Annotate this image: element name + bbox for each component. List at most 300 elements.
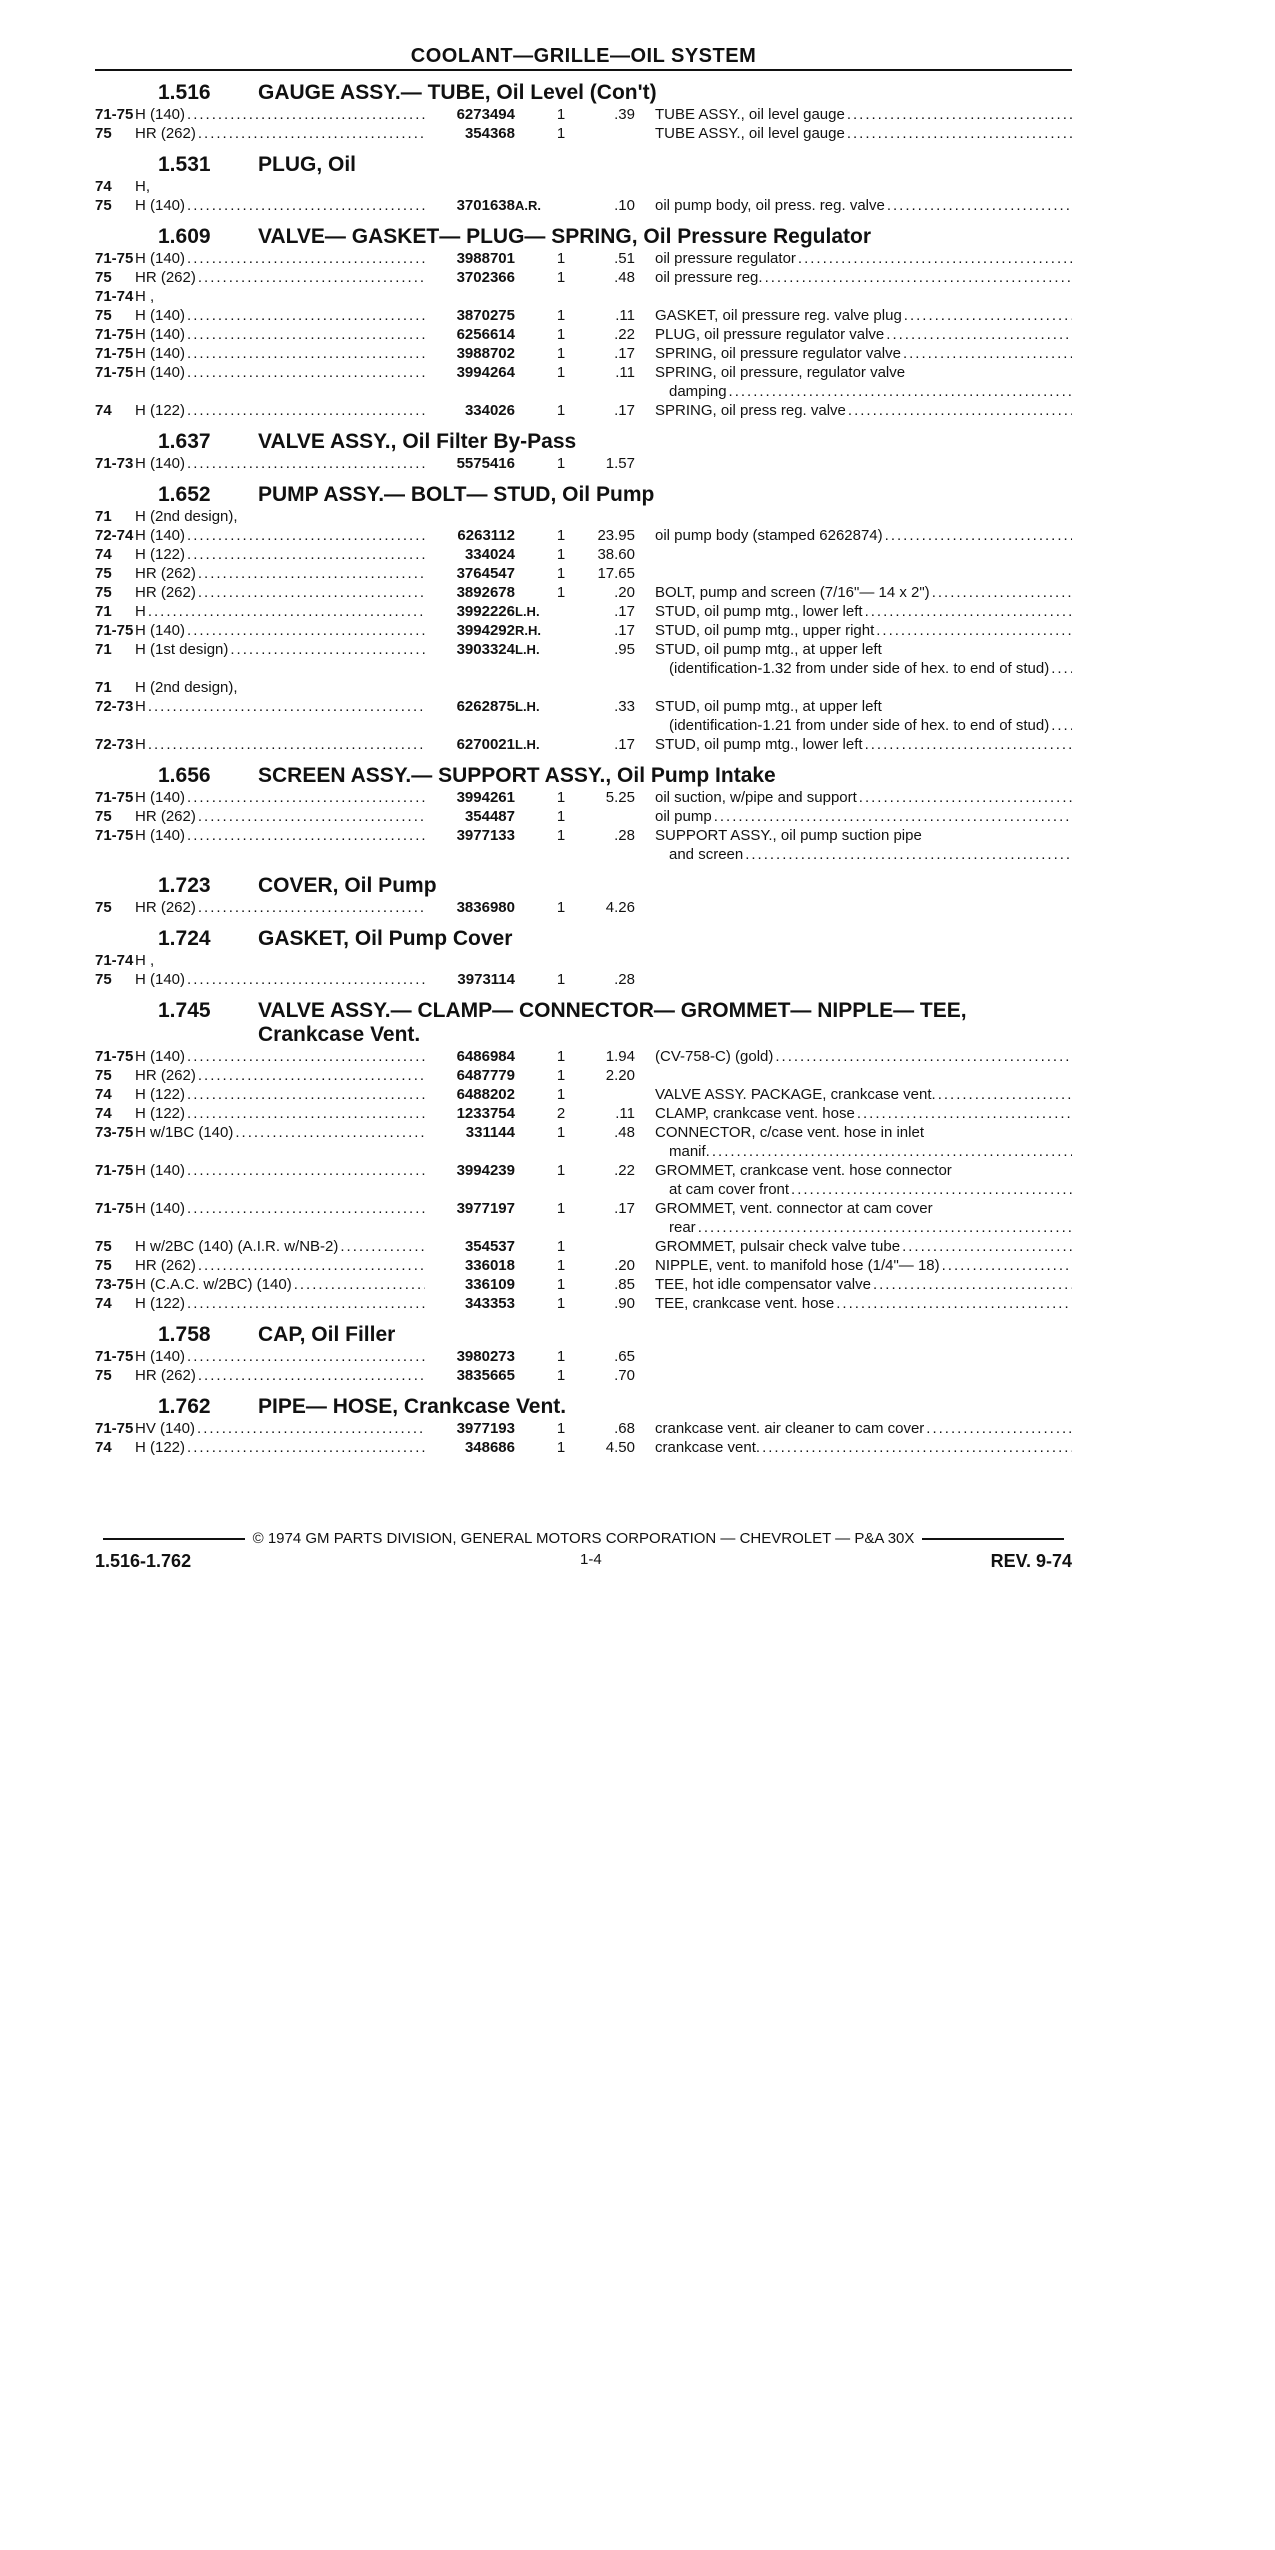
section-title: GAUGE ASSY.— TUBE, Oil Level (Con't) — [258, 81, 657, 104]
quantity: 1 — [556, 364, 566, 381]
side-suffix — [515, 1275, 543, 1294]
application — [135, 306, 425, 325]
part-number — [425, 951, 515, 970]
leader-dots — [187, 1085, 425, 1104]
model-years: 71-75 — [95, 345, 134, 362]
part-description — [655, 1123, 1072, 1142]
model-years: 75 — [95, 1257, 112, 1274]
part-number — [425, 287, 515, 306]
side-suffix — [515, 826, 543, 845]
side-suffix — [515, 1294, 543, 1313]
price: .11 — [615, 307, 635, 324]
section-title: VALVE— GASKET— PLUG— SPRING, Oil Pressure Regulator — [258, 225, 871, 248]
leader-dots — [187, 970, 425, 989]
application — [135, 1199, 425, 1218]
part-description — [655, 807, 1072, 826]
part-description — [655, 602, 1072, 621]
section-title: PIPE— HOSE, Crankcase Vent. — [258, 1395, 567, 1418]
price: .68 — [614, 1420, 635, 1437]
application-text: H (2nd design), — [135, 508, 238, 525]
model-years: 73-75 — [95, 1276, 134, 1293]
model-years: 71-74 — [95, 288, 134, 305]
model-years: 74 — [95, 1439, 112, 1456]
description-continuation — [95, 659, 1072, 678]
table-row — [95, 177, 1072, 196]
table-row — [95, 325, 1072, 344]
part-description-text: oil pressure regulator — [655, 250, 796, 267]
application — [135, 1237, 425, 1256]
quantity: 1 — [556, 345, 566, 362]
model-years: 71-74 — [95, 952, 134, 969]
leader-dots — [1051, 659, 1072, 678]
leader-dots — [187, 526, 425, 545]
part-description-text: STUD, oil pump mtg., at upper left — [655, 641, 882, 658]
model-years: 73-75 — [95, 1124, 134, 1141]
application-text: H (140) — [135, 789, 186, 806]
quantity: 1 — [556, 789, 566, 806]
leader-dots — [187, 196, 425, 215]
part-description — [655, 583, 1072, 602]
price: .48 — [614, 269, 635, 286]
side-suffix — [515, 898, 543, 917]
part-number: 6488202 — [456, 1086, 515, 1103]
price: .17 — [614, 603, 635, 620]
model-years: 71 — [95, 679, 112, 696]
title-rule — [95, 69, 1072, 71]
leader-dots — [865, 735, 1072, 754]
application — [135, 249, 425, 268]
leader-dots — [187, 1104, 425, 1123]
application — [135, 1066, 425, 1085]
part-description-text: TUBE ASSY., oil level gauge — [655, 125, 845, 142]
model-years: 71-75 — [95, 1200, 134, 1217]
part-number: 3836980 — [456, 899, 515, 916]
side-suffix — [515, 1366, 543, 1385]
catalog-page — [95, 44, 1072, 1457]
part-number: 3835665 — [456, 1367, 515, 1384]
section-heading — [95, 225, 1072, 249]
table-row — [95, 1066, 1072, 1085]
model-years: 71-75 — [95, 789, 134, 806]
part-description-text: oil pump body (stamped 6262874) — [655, 527, 883, 544]
continuation-text: at cam cover front — [669, 1181, 790, 1198]
leader-dots — [745, 845, 1072, 864]
application-text: HR (262) — [135, 1257, 196, 1274]
application-text: H (140) — [135, 345, 186, 362]
side-suffix — [515, 1419, 543, 1438]
quantity: 1 — [556, 1067, 566, 1084]
side-suffix — [515, 564, 543, 583]
leader-dots — [187, 454, 425, 473]
part-number: 3988702 — [456, 345, 515, 362]
application — [135, 177, 425, 196]
model-years: 75 — [95, 808, 112, 825]
price: 1.57 — [605, 455, 635, 472]
side-suffix — [515, 1066, 543, 1085]
leader-dots — [235, 1123, 425, 1142]
section-title: COVER, Oil Pump — [258, 874, 437, 897]
part-number: 3994292 — [456, 622, 515, 639]
price: .48 — [614, 1124, 635, 1141]
table-row — [95, 249, 1072, 268]
table-row — [95, 105, 1072, 124]
price — [579, 124, 635, 143]
side-suffix — [515, 306, 543, 325]
model-years: 71-75 — [95, 106, 134, 123]
price: 4.26 — [605, 899, 635, 916]
sections-container — [95, 81, 1072, 1457]
leader-dots — [926, 1419, 1072, 1438]
part-description — [655, 1047, 1072, 1066]
application-text: H (140) — [135, 527, 186, 544]
model-years: 74 — [95, 178, 112, 195]
leader-dots — [887, 196, 1072, 215]
table-row — [95, 602, 1072, 621]
price: 17.65 — [597, 565, 635, 582]
part-description-text: GROMMET, pulsair check valve tube — [655, 1238, 901, 1255]
part-description-text: NIPPLE, vent. to manifold hose (1/4"— 18) — [655, 1257, 940, 1274]
description-continuation — [95, 1218, 1072, 1237]
part-description — [655, 105, 1072, 124]
section-title: SCREEN ASSY.— SUPPORT ASSY., Oil Pump Intake — [258, 764, 776, 787]
part-description — [655, 564, 1072, 583]
application-text: H (122) — [135, 546, 186, 563]
quantity: 1 — [556, 1420, 566, 1437]
application — [135, 1347, 425, 1366]
side-suffix: L.H. — [515, 699, 540, 714]
application — [135, 344, 425, 363]
part-description-text: SPRING, oil pressure, regulator valve — [655, 364, 906, 381]
side-suffix — [515, 344, 543, 363]
section-heading — [95, 764, 1072, 788]
side-suffix — [515, 970, 543, 989]
quantity: 1 — [556, 1238, 566, 1255]
part-number — [425, 678, 515, 697]
section-code: 1.516 — [158, 81, 211, 104]
price: 5.25 — [605, 789, 635, 806]
part-description — [655, 287, 1072, 306]
price: .11 — [615, 1105, 635, 1122]
quantity — [543, 287, 579, 306]
table-row — [95, 583, 1072, 602]
section-code: 1.723 — [158, 874, 211, 897]
application — [135, 1104, 425, 1123]
part-description — [655, 124, 1072, 143]
table-row — [95, 697, 1072, 716]
price: .17 — [614, 1200, 635, 1217]
catalog-section — [95, 927, 1072, 989]
catalog-section — [95, 1323, 1072, 1385]
leader-dots — [187, 1161, 425, 1180]
leader-dots — [729, 382, 1072, 401]
leader-dots — [932, 583, 1072, 602]
part-description-text: oil pressure reg. — [655, 269, 763, 286]
part-number: 6256614 — [456, 326, 515, 343]
application-text: H (140) — [135, 326, 186, 343]
section-code: 1.609 — [158, 225, 211, 248]
section-heading — [95, 1395, 1072, 1419]
quantity: 1 — [556, 1048, 566, 1065]
footer-rule-left — [103, 1538, 245, 1540]
part-number: 3870275 — [456, 307, 515, 324]
part-description-text: SPRING, oil press reg. valve — [655, 402, 846, 419]
quantity: 1 — [556, 584, 566, 601]
application — [135, 363, 425, 382]
part-number: 354487 — [464, 808, 515, 825]
application — [135, 1294, 425, 1313]
price — [579, 287, 635, 306]
price: .17 — [614, 402, 635, 419]
leader-dots — [187, 401, 425, 420]
side-suffix — [515, 1438, 543, 1457]
leader-dots — [762, 1438, 1072, 1457]
model-years: 72-74 — [95, 527, 134, 544]
model-years: 71-75 — [95, 1348, 134, 1365]
leader-dots — [198, 1366, 425, 1385]
model-years: 71-75 — [95, 827, 134, 844]
side-suffix — [515, 177, 543, 196]
price: .22 — [614, 326, 635, 343]
table-row — [95, 1085, 1072, 1104]
side-suffix — [515, 1123, 543, 1142]
model-years: 75 — [95, 971, 112, 988]
part-description — [655, 1237, 1072, 1256]
price: .70 — [614, 1367, 635, 1384]
section-code: 1.637 — [158, 430, 211, 453]
application — [135, 1275, 425, 1294]
section-heading — [95, 81, 1072, 105]
leader-dots — [876, 621, 1072, 640]
price: .85 — [614, 1276, 635, 1293]
section-title: PLUG, Oil — [258, 153, 357, 176]
leader-dots — [714, 807, 1072, 826]
quantity — [543, 951, 579, 970]
side-suffix — [515, 124, 543, 143]
table-row — [95, 526, 1072, 545]
application-text: HR (262) — [135, 899, 196, 916]
quantity: 1 — [556, 1367, 566, 1384]
quantity — [543, 507, 579, 526]
leader-dots — [187, 249, 425, 268]
part-description — [655, 1085, 1072, 1104]
part-description — [655, 621, 1072, 640]
application-text: H , — [135, 952, 155, 969]
part-number: 3892678 — [456, 584, 515, 601]
quantity: 1 — [556, 1348, 566, 1365]
leader-dots — [187, 1347, 425, 1366]
application-text: H (C.A.C. w/2BC) (140) — [135, 1276, 292, 1293]
price: .10 — [614, 197, 635, 214]
part-number: 354368 — [464, 125, 515, 142]
page-footer — [95, 1530, 1072, 1572]
price — [579, 1237, 635, 1256]
table-row — [95, 826, 1072, 845]
leader-dots — [836, 1294, 1072, 1313]
application-text: H (122) — [135, 1439, 186, 1456]
leader-dots — [187, 363, 425, 382]
part-description — [655, 697, 1072, 716]
leader-dots — [187, 306, 425, 325]
leader-dots — [698, 1218, 1072, 1237]
leader-dots — [791, 1180, 1072, 1199]
price: .17 — [614, 622, 635, 639]
side-suffix: A.R. — [515, 198, 541, 213]
continuation-text: manif. — [669, 1143, 710, 1160]
part-description — [655, 177, 1072, 196]
application — [135, 105, 425, 124]
application-text: H (122) — [135, 402, 186, 419]
part-number: 354537 — [464, 1238, 515, 1255]
quantity: 1 — [556, 269, 566, 286]
leader-dots — [1051, 716, 1072, 735]
side-suffix — [515, 545, 543, 564]
application-text: H (140) — [135, 1162, 186, 1179]
part-description — [655, 401, 1072, 420]
quantity: 1 — [556, 402, 566, 419]
application — [135, 124, 425, 143]
part-number: 348686 — [464, 1439, 515, 1456]
application-text: H — [135, 698, 146, 715]
application-text: H, — [135, 178, 150, 195]
price: .17 — [614, 345, 635, 362]
leader-dots — [903, 344, 1072, 363]
quantity — [543, 196, 579, 215]
part-number: 3977197 — [456, 1200, 515, 1217]
application — [135, 898, 425, 917]
application-text: H (122) — [135, 1105, 186, 1122]
quantity: 1 — [556, 125, 566, 142]
application-text: H (122) — [135, 1295, 186, 1312]
leader-dots — [148, 602, 425, 621]
section-code: 1.531 — [158, 153, 211, 176]
leader-dots — [340, 1237, 425, 1256]
part-number: 6487779 — [456, 1067, 515, 1084]
model-years: 75 — [95, 125, 112, 142]
side-suffix — [515, 105, 543, 124]
table-row — [95, 1294, 1072, 1313]
description-continuation — [95, 845, 1072, 864]
price — [579, 951, 635, 970]
leader-dots — [187, 344, 425, 363]
part-description-text: GROMMET, crankcase vent. hose connector — [655, 1162, 952, 1179]
leader-dots — [775, 1047, 1072, 1066]
leader-dots — [187, 545, 425, 564]
model-years: 75 — [95, 1067, 112, 1084]
quantity: 1 — [556, 1439, 566, 1456]
leader-dots — [847, 124, 1072, 143]
part-number: 334024 — [464, 546, 515, 563]
leader-dots — [198, 807, 425, 826]
application — [135, 287, 425, 306]
price: .28 — [614, 827, 635, 844]
model-years: 74 — [95, 546, 112, 563]
application — [135, 1085, 425, 1104]
part-description — [655, 1275, 1072, 1294]
application — [135, 621, 425, 640]
part-description — [655, 1161, 1072, 1180]
side-suffix — [515, 1256, 543, 1275]
leader-dots — [902, 1237, 1072, 1256]
leader-dots — [187, 105, 425, 124]
footer-page-number: 1-4 — [580, 1551, 602, 1568]
table-row — [95, 1104, 1072, 1123]
model-years: 71-73 — [95, 455, 134, 472]
catalog-section — [95, 483, 1072, 754]
section-title: GASKET, Oil Pump Cover — [258, 927, 513, 950]
model-years: 75 — [95, 584, 112, 601]
part-number: 3992226 — [456, 603, 515, 620]
section-code: 1.758 — [158, 1323, 211, 1346]
leader-dots — [857, 1104, 1072, 1123]
price: .39 — [614, 106, 635, 123]
table-row — [95, 344, 1072, 363]
table-row — [95, 807, 1072, 826]
table-row — [95, 1438, 1072, 1457]
model-years: 74 — [95, 402, 112, 419]
model-years: 75 — [95, 1238, 112, 1255]
part-description — [655, 306, 1072, 325]
quantity: 1 — [556, 307, 566, 324]
application — [135, 788, 425, 807]
side-suffix — [515, 526, 543, 545]
side-suffix — [515, 1085, 543, 1104]
leader-dots — [187, 621, 425, 640]
part-number: 3977133 — [456, 827, 515, 844]
part-number: 334026 — [464, 402, 515, 419]
part-description-text: TEE, crankcase vent. hose — [655, 1295, 835, 1312]
price — [579, 1085, 635, 1104]
side-suffix: L.H. — [515, 642, 540, 657]
application — [135, 583, 425, 602]
application-text: H (140) — [135, 1348, 186, 1365]
leader-dots — [230, 640, 425, 659]
part-description-text: STUD, oil pump mtg., at upper left — [655, 698, 882, 715]
part-description-text: oil pump body, oil press. reg. valve — [655, 197, 885, 214]
part-description — [655, 1438, 1072, 1457]
price: .11 — [615, 364, 635, 381]
catalog-section — [95, 999, 1072, 1313]
part-description — [655, 1199, 1072, 1218]
application — [135, 454, 425, 473]
model-years: 71 — [95, 641, 112, 658]
part-description-text: CONNECTOR, c/case vent. hose in inlet — [655, 1124, 924, 1141]
footer-bottom — [95, 1551, 1072, 1572]
quantity: 1 — [556, 527, 566, 544]
quantity: 1 — [556, 899, 566, 916]
part-description-text: STUD, oil pump mtg., upper right — [655, 622, 875, 639]
leader-dots — [187, 325, 425, 344]
price — [579, 507, 635, 526]
table-row — [95, 678, 1072, 697]
table-row — [95, 454, 1072, 473]
model-years: 71-75 — [95, 1162, 134, 1179]
quantity: 1 — [556, 106, 566, 123]
table-row — [95, 1047, 1072, 1066]
section-code: 1.656 — [158, 764, 211, 787]
part-number: 3980273 — [456, 1348, 515, 1365]
model-years: 71-75 — [95, 622, 134, 639]
quantity — [543, 640, 579, 659]
part-description — [655, 951, 1072, 970]
continuation-text: (identification-1.21 from under side of hex. to end of stud) — [669, 717, 1050, 734]
application-text: H — [135, 736, 146, 753]
part-description — [655, 898, 1072, 917]
application — [135, 401, 425, 420]
catalog-section — [95, 153, 1072, 215]
part-number: 3988701 — [456, 250, 515, 267]
quantity: 1 — [556, 1124, 566, 1141]
application-text: H (140) — [135, 827, 186, 844]
